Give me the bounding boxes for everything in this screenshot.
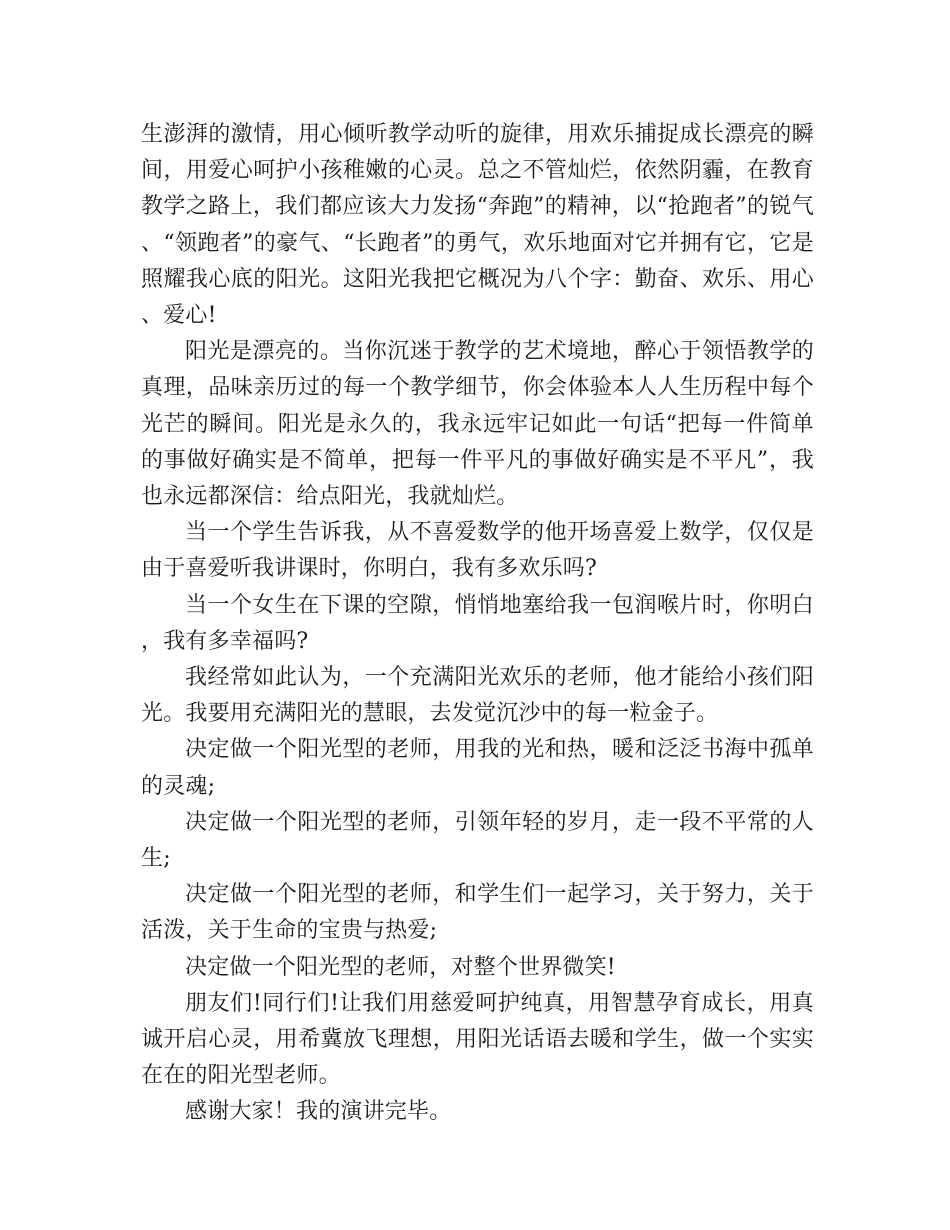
paragraph-call-to-action: 朋友们!同行们!让我们用慈爱呵护纯真，用智慧孕育成长，用真诚开启心灵，用希冀放飞理想，用阳光话语去暖和学生，做一个实实在在的阳光型老师。 — [141, 990, 814, 1089]
paragraph-sunshine-beautiful: 阳光是漂亮的。当你沉迷于教学的艺术境地，醉心于领悟教学的真理，品味亲历过的每一个教学细节，你会体验本人人生历程中每个光芒的瞬间。阳光是永久的，我永远牢记如此一句话“把每一件简单的事做好确实是不简单，把每一件平凡的事做好确实是不平凡”，我也永远都深信：给点阳光，我就灿烂。 — [141, 339, 814, 510]
paragraph-continuation: 生澎湃的激情，用心倾听教学动听的旋律，用欢乐捕捉成长漂亮的瞬间，用爱心呵护小孩稚嫩的心灵。总之不管灿烂，依然阴霾，在教育教学之路上，我们都应该大力发扬“奔跑”的精神，以“抢跑者”的锐气、“领跑者”的豪气、“长跑者”的勇气，欢乐地面对它并拥有它，它是照耀我心底的阳光。这阳光我把它概况为八个字：勤奋、欢乐、用心、爱心! — [141, 122, 814, 329]
paragraph-decision-4: 决定做一个阳光型的老师，对整个世界微笑! — [185, 954, 616, 980]
paragraph-sunny-teacher: 我经常如此认为，一个充满阳光欢乐的老师，他才能给小孩们阳光。我要用充满阳光的慧眼，去发觉沉沙中的每一粒金子。 — [141, 665, 814, 727]
paragraph-decision-2: 决定做一个阳光型的老师，引领年轻的岁月，走一段不平常的人生; — [141, 809, 814, 872]
paragraph-closing: 感谢大家！我的演讲完毕。 — [185, 1099, 452, 1125]
paragraph-decision-3: 决定做一个阳光型的老师，和学生们一起学习，关于努力，关于活泼，关于生命的宝贵与热爱; — [141, 882, 814, 944]
speech-body — [141, 117, 814, 1131]
paragraph-girl-lozenges: 当一个女生在下课的空隙，悄悄地塞给我一包润喉片时，你明白，我有多幸福吗? — [141, 592, 814, 654]
paragraph-decision-1: 决定做一个阳光型的老师，用我的光和热，暖和泛泛书海中孤单的灵魂; — [141, 737, 814, 799]
paragraph-student-math: 当一个学生告诉我，从不喜爱数学的他开场喜爱上数学，仅仅是由于喜爱听我讲课时，你明白，我有多欢乐吗? — [141, 520, 814, 582]
